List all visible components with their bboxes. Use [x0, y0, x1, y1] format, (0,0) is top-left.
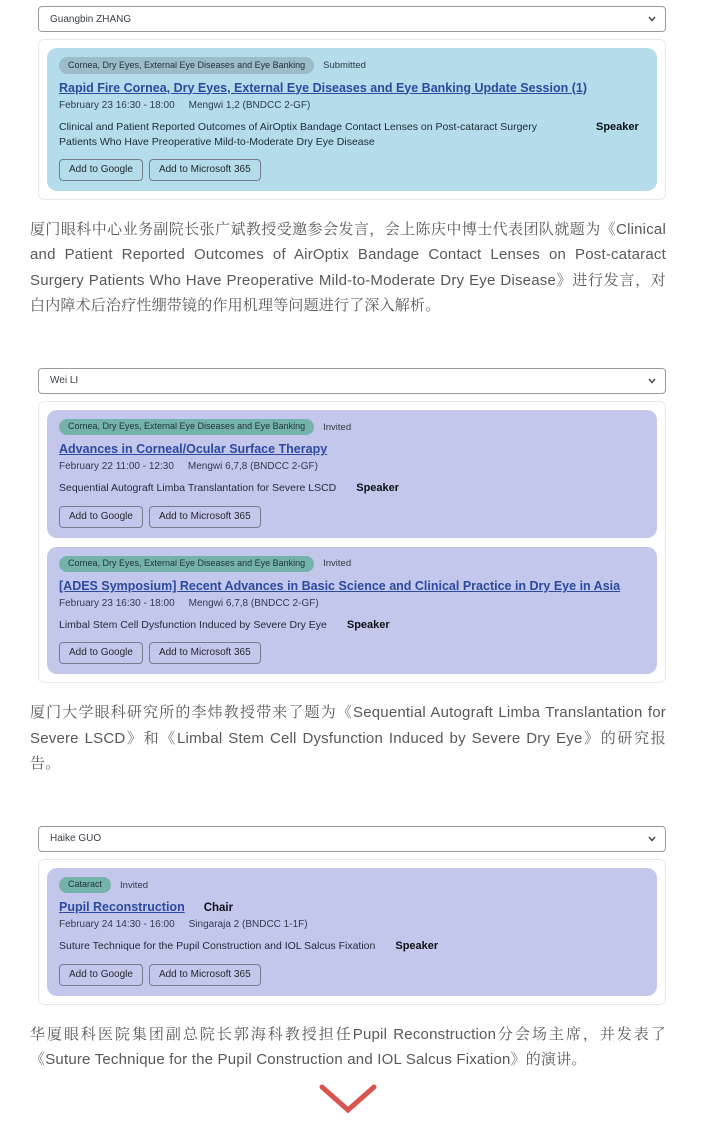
scroll-down-arrow-icon	[30, 1084, 666, 1114]
talk-title: Clinical and Patient Reported Outcomes of AirOptix Bandage Contact Lenses on Post-cataract Surgery Patients Who Have Preoperative Mild-to-Moderate Dry Eye Disease	[59, 120, 538, 148]
topic-tag: Cataract	[59, 877, 111, 894]
add-to-microsoft365-button[interactable]: Add to Microsoft 365	[149, 642, 261, 664]
speaker-select[interactable]	[38, 368, 666, 394]
add-to-google-button[interactable]: Add to Google	[59, 964, 143, 986]
status-badge: Invited	[120, 879, 149, 891]
role-label: Speaker	[395, 940, 439, 953]
session-card	[47, 48, 657, 191]
session-panel	[38, 401, 666, 683]
speaker-select[interactable]	[38, 6, 666, 32]
topic-tag: Cornea, Dry Eyes, External Eye Diseases and Eye Banking	[59, 556, 314, 573]
session-venue: Mengwi 6,7,8 (BNDCC 2-GF)	[188, 598, 319, 610]
session-venue: Mengwi 1,2 (BNDCC 2-GF)	[188, 99, 311, 111]
schedule-block-haike-guo	[38, 826, 666, 1005]
chevron-down-icon	[648, 16, 656, 22]
role-label: Speaker	[596, 120, 639, 133]
status-badge: Submitted	[323, 59, 366, 71]
chevron-down-icon	[648, 836, 656, 842]
add-to-microsoft365-button[interactable]: Add to Microsoft 365	[149, 159, 261, 181]
session-datetime: February 24 14:30 - 16:00	[59, 919, 175, 931]
session-venue: Mengwi 6,7,8 (BNDCC 2-GF)	[187, 461, 318, 473]
role-label: Speaker	[356, 482, 400, 495]
status-badge: Invited	[323, 421, 352, 433]
status-badge: Invited	[323, 558, 352, 570]
speaker-select-value: Wei LI	[50, 375, 79, 387]
schedule-block-wei-li	[38, 368, 666, 683]
session-datetime: February 23 16:30 - 18:00	[59, 99, 175, 111]
add-to-google-button[interactable]: Add to Google	[59, 506, 143, 528]
speaker-select[interactable]	[38, 826, 666, 852]
session-datetime: February 22 11:00 - 12:30	[59, 461, 174, 473]
talk-title: Sequential Autograft Limba Translantation for Severe LSCD	[59, 482, 337, 495]
topic-tag: Cornea, Dry Eyes, External Eye Diseases and Eye Banking	[59, 57, 314, 74]
session-panel	[38, 859, 666, 1005]
session-title-link[interactable]: Pupil Reconstruction	[59, 900, 185, 915]
add-to-google-button[interactable]: Add to Google	[59, 159, 143, 181]
article-paragraph: 厦门眼科中心业务副院长张广斌教授受邀参会发言，会上陈庆中博士代表团队就题为《Clinical and Patient Reported Outcomes of AirOptix Bandage Contact Lenses on Post-cataract Surgery Patients Who Have Preoperative Mild-to-Moderate Dry Eye Disease》进行发言，对白内障术后治疗性绷带镜的作用机理等问题进行了深入解析。	[30, 220, 666, 315]
session-datetime: February 23 16:30 - 18:00	[59, 598, 175, 610]
topic-tag: Cornea, Dry Eyes, External Eye Diseases and Eye Banking	[59, 419, 314, 436]
schedule-block-guangbin-zhang	[38, 6, 666, 200]
session-title-link[interactable]: [ADES Symposium] Recent Advances in Basic Science and Clinical Practice in Dry Eye in Asia	[59, 579, 621, 594]
session-card	[47, 410, 657, 538]
session-card	[47, 868, 657, 996]
speaker-select-value: Haike GUO	[50, 833, 102, 845]
role-label: Speaker	[346, 619, 390, 632]
speaker-select-value: Guangbin ZHANG	[50, 13, 132, 25]
session-card	[47, 547, 657, 675]
chevron-down-icon	[648, 378, 656, 384]
session-title-link[interactable]: Advances in Corneal/Ocular Surface Therapy	[59, 442, 328, 457]
talk-title: Suture Technique for the Pupil Construction and IOL Salcus Fixation	[59, 940, 376, 953]
add-to-google-button[interactable]: Add to Google	[59, 642, 143, 664]
add-to-microsoft365-button[interactable]: Add to Microsoft 365	[149, 506, 261, 528]
session-title-link[interactable]: Rapid Fire Cornea, Dry Eyes, External Eye Diseases and Eye Banking Update Session (1)	[59, 80, 587, 95]
session-venue: Singaraja 2 (BNDCC 1-1F)	[188, 919, 308, 931]
session-panel	[38, 39, 666, 200]
article-paragraph: 华厦眼科医院集团副总院长郭海科教授担任Pupil Reconstruction分会场主席，并发表了《Suture Technique for the Pupil Construction and IOL Salcus Fixation》的演讲。	[30, 1025, 666, 1069]
talk-title: Limbal Stem Cell Dysfunction Induced by Severe Dry Eye	[59, 619, 327, 632]
article-paragraph: 厦门大学眼科研究所的李炜教授带来了题为《Sequential Autograft Limba Translantation for Severe LSCD》和《Limbal Stem Cell Dysfunction Induced by Severe Dry Eye》的研究报告。	[30, 704, 666, 773]
chair-role-label: Chair	[203, 902, 234, 915]
add-to-microsoft365-button[interactable]: Add to Microsoft 365	[149, 964, 261, 986]
